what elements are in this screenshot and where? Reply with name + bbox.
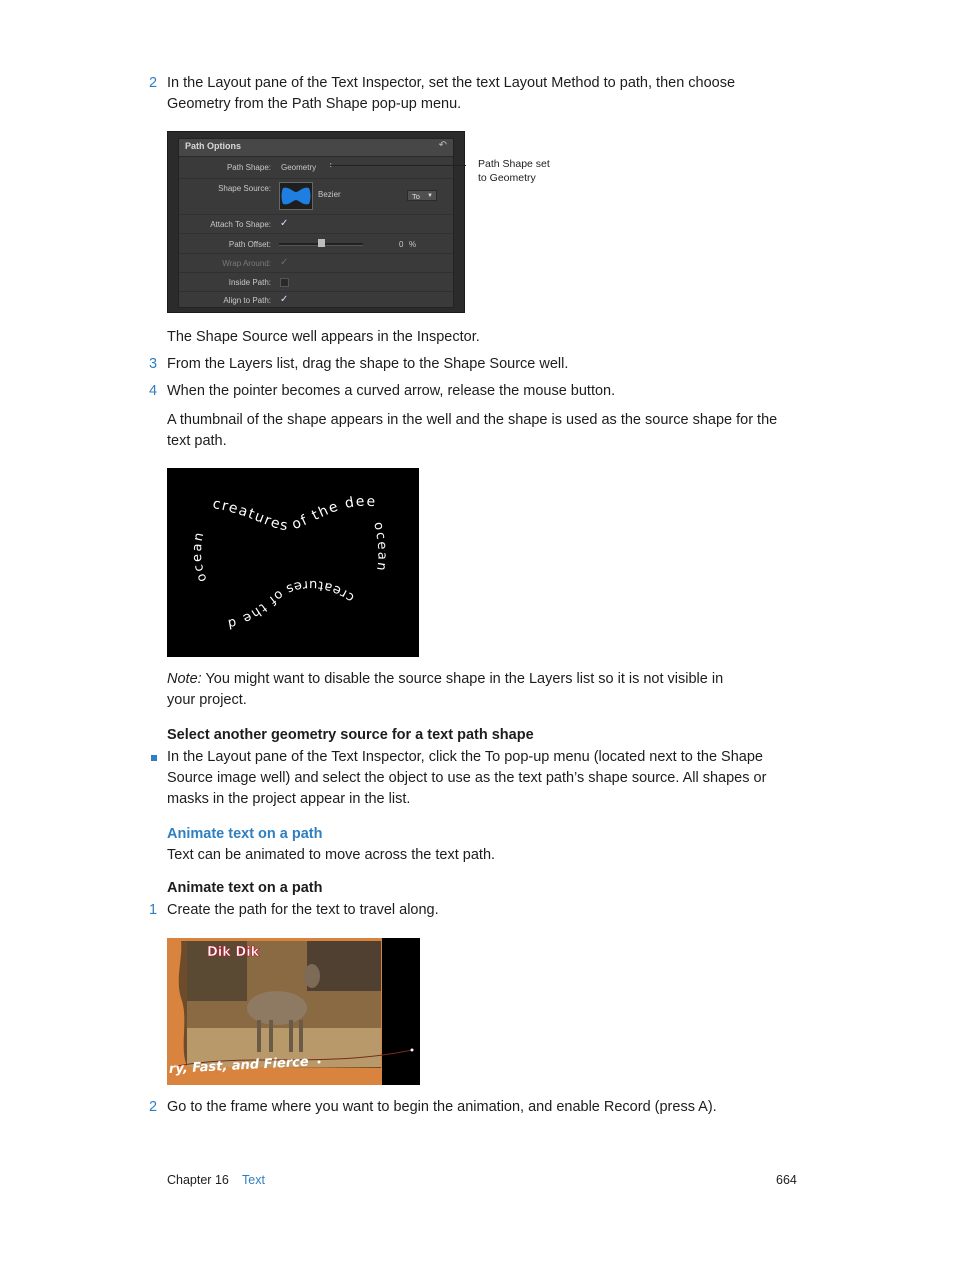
select-geometry-line-1: In the Layout pane of the Text Inspector, click the To pop-up menu (located next to the Shape [167, 749, 763, 765]
attach-to-shape-label: Attach To Shape: [210, 220, 271, 229]
align-to-path-label: Align to Path: [223, 296, 271, 305]
dikdik-example-image [167, 938, 420, 1085]
inside-path-row [179, 272, 453, 292]
callout-line-1: Path Shape set [478, 158, 550, 170]
note-text: You might want to disable the source shape in the Layers list so it is not visible in [201, 671, 724, 687]
dikdik-path-text: ry, Fast, and Fierce [168, 1054, 310, 1078]
path-text-left: ocean [189, 529, 211, 584]
attach-to-shape-checkbox[interactable]: ✓ [280, 218, 289, 229]
shape-source-label: Shape Source: [218, 184, 271, 193]
animate-step-1-text: Create the path for the text to travel along. [167, 902, 439, 918]
note-paragraph [167, 669, 797, 711]
inspector-pane [178, 138, 454, 308]
path-offset-value[interactable]: 0 [399, 240, 404, 249]
wrap-around-row [179, 253, 453, 273]
dikdik-title-text: Dik Dik [207, 945, 260, 960]
footer-section-link[interactable]: Text [242, 1173, 265, 1187]
attach-to-shape-row [179, 214, 453, 234]
step-number: 2 [149, 1099, 158, 1115]
callout-text [478, 157, 550, 185]
path-options-inspector [167, 131, 465, 313]
shape-source-row [179, 178, 453, 215]
select-geometry-line-3: masks in the project appear in the list. [167, 791, 411, 807]
step-2-text [167, 73, 797, 115]
note-label: Note: [167, 671, 202, 687]
step-number: 2 [149, 75, 158, 91]
animate-subheading: Animate text on a path [167, 880, 323, 896]
reset-arrow-icon[interactable]: ↶ [438, 140, 447, 151]
thumbnail-line-2: text path. [167, 433, 227, 449]
inspector-header [179, 139, 453, 157]
path-shape-row [179, 157, 453, 178]
bullet-square-icon [151, 755, 157, 761]
inside-path-label: Inside Path: [228, 278, 271, 287]
step-3-text: From the Layers list, drag the shape to the Shape Source well. [167, 356, 569, 372]
wrap-around-checkbox[interactable]: ✓ [280, 257, 289, 268]
step-number: 4 [149, 383, 158, 399]
select-geometry-heading: Select another geometry source for a text path shape [167, 727, 534, 743]
thumbnail-paragraph [167, 410, 797, 452]
footer-chapter: Chapter 16 [167, 1173, 229, 1187]
path-text-top: creatures of the dee [211, 493, 378, 535]
step-2-line-2: Geometry from the Path Shape pop-up menu. [167, 96, 462, 112]
step-2-line-1: In the Layout pane of the Text Inspector, set the text Layout Method to path, then choose [167, 75, 736, 91]
align-to-path-checkbox[interactable]: ✓ [280, 294, 289, 305]
wrap-around-label: Wrap Around: [222, 259, 271, 268]
animate-step-2-text: Go to the frame where you want to begin the animation, and enable Record (press A). [167, 1099, 717, 1115]
path-offset-unit: % [409, 240, 417, 249]
slider-knob[interactable] [318, 239, 325, 247]
shape-source-well[interactable] [279, 182, 313, 210]
inspector-title: Path Options [185, 141, 241, 151]
callout-line [330, 165, 466, 166]
page-number: 664 [776, 1173, 797, 1187]
path-offset-label: Path Offset: [228, 240, 271, 249]
bezier-shape-thumbnail-icon [280, 183, 312, 209]
path-offset-row [179, 233, 453, 254]
text-path-svg [167, 468, 419, 657]
align-to-path-row [179, 291, 453, 309]
thumbnail-line-1: A thumbnail of the shape appears in the well and the shape is used as the source shape for the [167, 412, 778, 428]
step-4-text: When the pointer becomes a curved arrow, release the mouse button. [167, 383, 616, 399]
text-on-path-example-image [167, 468, 419, 657]
step-number: 3 [149, 356, 158, 372]
note-line-2: your project. [167, 692, 247, 708]
path-shape-label: Path Shape: [226, 163, 271, 172]
animate-intro-text: Text can be animated to move across the text path. [167, 847, 496, 863]
select-geometry-text [167, 747, 797, 810]
inside-path-checkbox[interactable] [280, 278, 289, 287]
step-number: 1 [149, 902, 158, 918]
shape-source-well-text: The Shape Source well appears in the Inspector. [167, 329, 480, 345]
callout-line-2: to Geometry [478, 172, 536, 184]
path-text-right: ocean [370, 520, 390, 574]
animate-section-heading[interactable]: Animate text on a path [167, 826, 323, 842]
path-shape-popup[interactable]: Geometry [281, 163, 317, 172]
select-geometry-line-2: Source image well) and select the object to use as the text path’s shape source. All shapes or [167, 770, 767, 786]
dropdown-triangle-icon: ▼ [427, 193, 433, 199]
to-popup-label: To [412, 192, 420, 201]
dikdik-svg [167, 938, 420, 1085]
to-popup-menu[interactable] [407, 190, 437, 201]
shape-source-name: Bezier [318, 190, 341, 199]
path-text-bottom: creatures of the d [225, 576, 358, 632]
path-offset-slider[interactable] [279, 243, 363, 246]
